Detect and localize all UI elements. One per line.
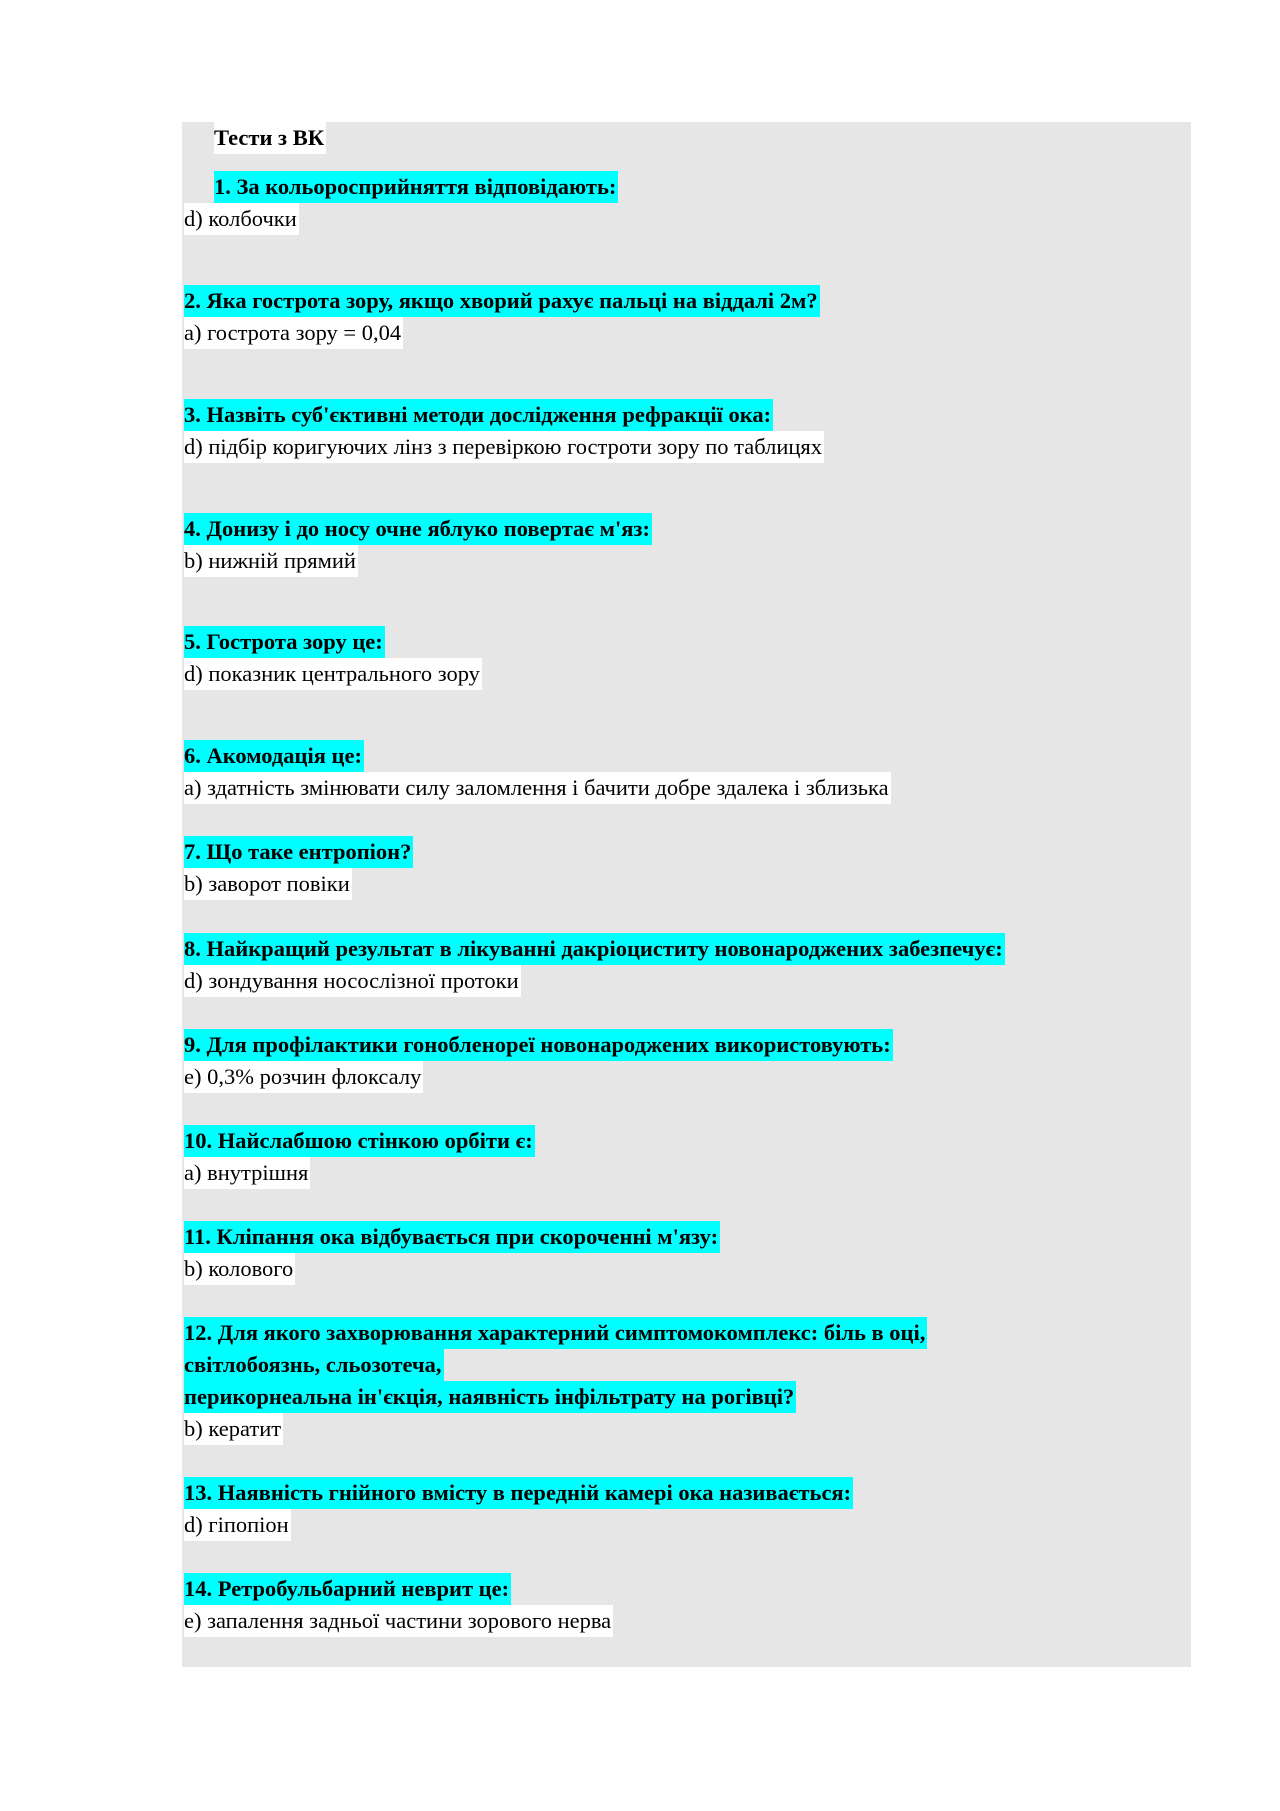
question-12-line-2: світлобоязнь, сльозотеча, bbox=[184, 1349, 444, 1381]
question-2: 2. Яка гострота зору, якщо хворий рахує пальці на віддалі 2м? bbox=[184, 285, 820, 317]
question-1: 1. За кольоросприйняття відповідають: bbox=[214, 171, 618, 203]
question-13: 13. Наявність гнійного вмісту в передній камері ока називається: bbox=[184, 1477, 853, 1509]
answer-8: d) зондування носослізної протоки bbox=[184, 965, 521, 997]
answer-1: d) колбочки bbox=[184, 203, 299, 235]
answer-7: b) заворот повіки bbox=[184, 868, 352, 900]
question-5: 5. Гострота зору це: bbox=[184, 626, 385, 658]
question-4: 4. Донизу і до носу очне яблуко повертає м'яз: bbox=[184, 513, 652, 545]
question-12-line-3: перикорнеальна ін'єкція, наявність інфільтрату на рогівці? bbox=[184, 1381, 796, 1413]
question-8: 8. Найкращий результат в лікуванні дакріоциститу новонароджених забезпечує: bbox=[184, 933, 1005, 965]
answer-10: a) внутрішня bbox=[184, 1157, 310, 1189]
document-title: Тести з ВК bbox=[214, 122, 326, 154]
question-11: 11. Кліпання ока відбувається при скороченні м'язу: bbox=[184, 1221, 720, 1253]
question-14: 14. Ретробульбарний неврит це: bbox=[184, 1573, 511, 1605]
question-12-line-1: 12. Для якого захворювання характерний симптомокомплекс: біль в оці, bbox=[184, 1317, 927, 1349]
question-10: 10. Найслабшою стінкою орбіти є: bbox=[184, 1125, 535, 1157]
answer-14: e) запалення задньої частини зорового нерва bbox=[184, 1605, 613, 1637]
question-6: 6. Акомодація це: bbox=[184, 740, 364, 772]
question-9: 9. Для профілактики гонобленореї новонароджених використовують: bbox=[184, 1029, 893, 1061]
answer-13: d) гіпопіон bbox=[184, 1509, 291, 1541]
answer-6: a) здатність змінювати силу заломлення і бачити добре здалека і зблизька bbox=[184, 772, 891, 804]
answer-12: b) кератит bbox=[184, 1413, 283, 1445]
answer-9: e) 0,3% розчин флоксалу bbox=[184, 1061, 423, 1093]
answer-11: b) колового bbox=[184, 1253, 295, 1285]
answer-2: a) гострота зору = 0,04 bbox=[184, 317, 403, 349]
answer-3: d) підбір коригуючих лінз з перевіркою гостроти зору по таблицях bbox=[184, 431, 824, 463]
answer-5: d) показник центрального зору bbox=[184, 658, 482, 690]
question-3: 3. Назвіть суб'єктивні методи дослідження рефракції ока: bbox=[184, 399, 773, 431]
question-7: 7. Що таке ентропіон? bbox=[184, 836, 413, 868]
answer-4: b) нижній прямий bbox=[184, 545, 358, 577]
